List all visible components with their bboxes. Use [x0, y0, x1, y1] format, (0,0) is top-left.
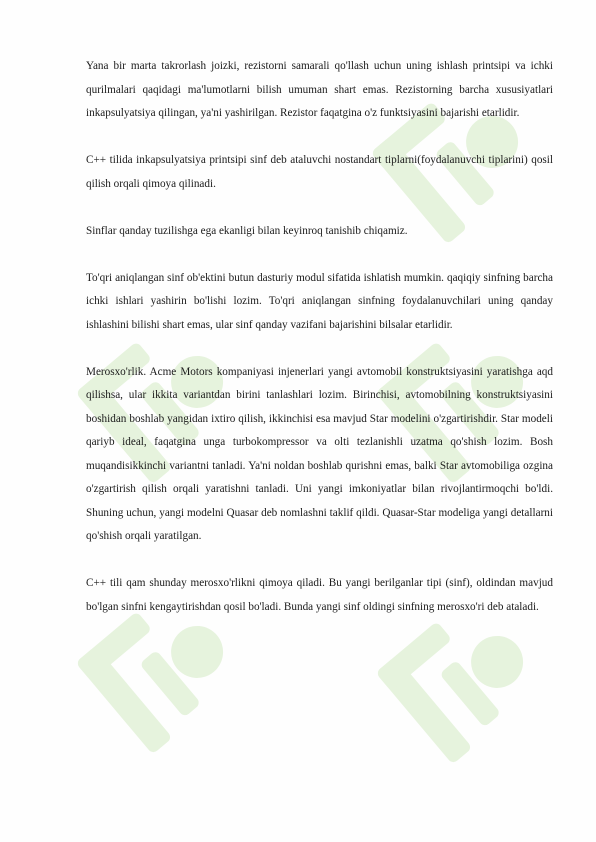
paragraph-class-object: To'qri aniqlangan sinf ob'ektini butun dasturiy modul sifatida ishlatish mumkin. qaqiqiy sinfning barcha ichki ishlari yashirin bo'lishi lozim. To'qri aniqlangan sinfning foydalanuvchilari uning qanday ishlashini bilishi shart emas, ular sinf qanday vazifani bajarishini bilsalar etarlidir. [86, 271, 553, 331]
paragraph-class-structure: Sinflar qanday tuzilishga ega ekanligi bilan keyinroq tanishib chiqamiz. [86, 224, 408, 237]
paragraph-inheritance-example: Merosxo'rlik. Acme Motors kompaniyasi injenerlari yangi avtomobil konstruktsiyasini yaratishga aqd qilishsa, ular ikkita variantdan birini tanlashlari lozim. Birinchisi, avtomobilning konstruktsiyasini boshidan boshlab yangidan ixtiro qilish, ikkinchisi esa mavjud Star modelini o'zgartirishdir. Star modeli qariyb ideal, faqatgina unga turbokompressor va olti tezlanishli uzatma qo'shish lozim. Bosh muqandisikkinchi variantni tanladi. Ya'ni noldan boshlab qurishni emas, balki Star avtomobiliga ozgina o'zgartirish qilish orqali yaratishni tanladi. Uni yangi imkoniyatlar bilan rivojlantirmoqchi bo'ldi. Shuning uchun, yangi modelni Quasar deb nomlashni taklif qildi. Quasar-Star modeliga yangi detallarni qo'shish orqali yaratilgan. [86, 365, 553, 542]
paragraph-cpp-inheritance: C++ tili qam shunday merosxo'rlikni qimoya qiladi. Bu yangi berilganlar tipi (sinf), oldindan mavjud bo'lgan sinfni kengaytirishdan qosil bo'ladi. Bunda yangi sinf oldingi sinfning merosxo'ri deb ataladi. [86, 577, 553, 613]
paragraph-encapsulation-resistor: Yana bir marta takrorlash joizki, rezistorni samarali qo'llash uchun uning ishlash printsipi va ichki qurilmalari qaqidagi ma'lumotlarni bilish umuman shart emas. Rezistorning barcha xususiyatlari inkapsulyatsiya qilingan, ya'ni yashirilgan. Rezistor faqatgina o'z funktsiyasini bajarishi etarlidir. [86, 60, 553, 119]
document-body [86, 55, 553, 643]
paragraph-cpp-encapsulation: C++ tilida inkapsulyatsiya printsipi sinf deb ataluvchi nostandart tiplarni(foydalanuvchi tiplarini) qosil qilish orqali qimoya qilinadi. [86, 154, 553, 190]
